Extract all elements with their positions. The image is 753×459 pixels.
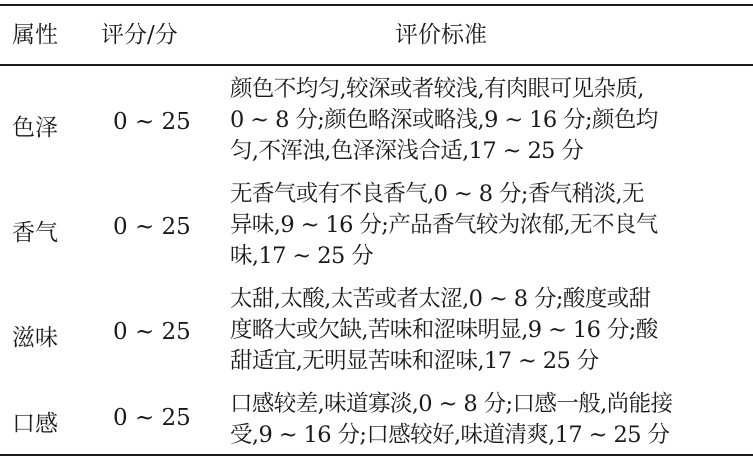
header-attribute: 属性 [12, 22, 58, 48]
standard-line: 匀,不浑浊,色泽深浅合适,17 ~ 25 分 [230, 138, 584, 164]
row-score: 0 ~ 25 [113, 405, 191, 431]
row-standard [230, 284, 745, 377]
header-score: 评分/分 [101, 22, 178, 48]
table-header-rule [0, 64, 753, 66]
standard-line: 度略大或欠缺,苦味和涩味明显,9 ~ 16 分;酸 [230, 317, 658, 343]
standard-line: 太甜,太酸,太苦或者太涩,0 ~ 8 分;酸度或甜 [230, 286, 651, 312]
row-standard [230, 74, 745, 167]
row-score: 0 ~ 25 [113, 319, 191, 345]
row-attribute: 口感 [12, 411, 58, 437]
table-top-rule [0, 4, 753, 6]
row-standard [230, 179, 745, 272]
row-attribute: 滋味 [12, 325, 58, 351]
row-score: 0 ~ 25 [113, 214, 191, 240]
row-attribute: 香气 [12, 220, 58, 246]
standard-line: 甜适宜,无明显苦味和涩味,17 ~ 25 分 [230, 348, 599, 374]
standard-line: 无香气或有不良香气,0 ~ 8 分;香气稍淡,无 [230, 181, 644, 207]
row-standard [230, 389, 745, 451]
standard-line: 颜色不均匀,较深或者较浅,有肉眼可见杂质, [230, 76, 644, 102]
standard-line: 0 ~ 8 分;颜色略深或略浅,9 ~ 16 分;颜色均 [230, 107, 658, 133]
header-standard: 评价标准 [395, 22, 487, 48]
standard-line: 受,9 ~ 16 分;口感较好,味道清爽,17 ~ 25 分 [230, 422, 670, 448]
standard-line: 味,17 ~ 25 分 [230, 243, 374, 269]
row-attribute: 色泽 [12, 115, 58, 141]
standard-line: 口感较差,味道寡淡,0 ~ 8 分;口感一般,尚能接 [230, 391, 673, 417]
table-bottom-rule [0, 454, 753, 456]
standard-line: 异味,9 ~ 16 分;产品香气较为浓郁,无不良气 [230, 212, 658, 238]
row-score: 0 ~ 25 [113, 109, 191, 135]
